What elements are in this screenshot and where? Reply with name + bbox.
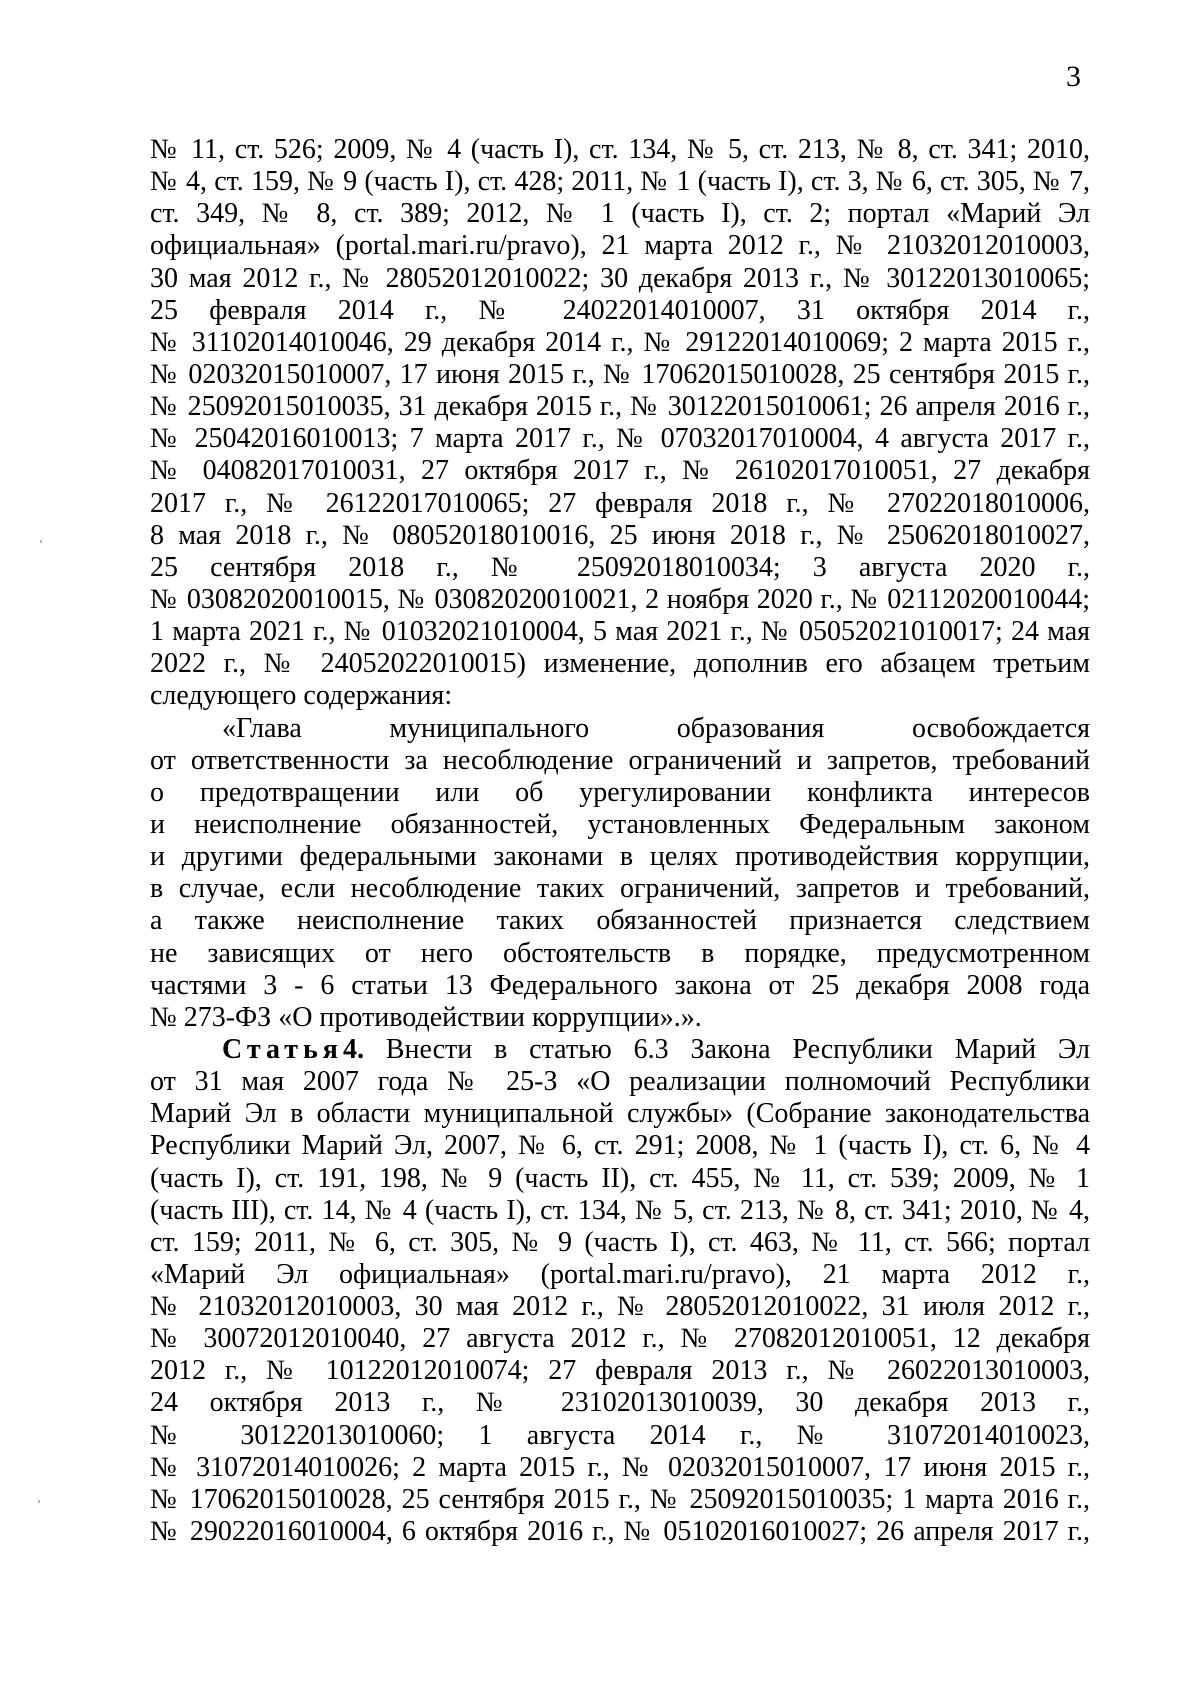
document-body bbox=[150, 134, 1090, 1548]
text-line: 24 октября 2013 г., № 23102013010039, 30 декабря 2013 г., bbox=[150, 1387, 1090, 1419]
text-line: (часть III), ст. 14, № 4 (часть I), ст. 134, № 5, ст. 213, № 8, ст. 341; 2010, № 4, bbox=[150, 1194, 1090, 1226]
text-line: № 273-ФЗ «О противодействии коррупции».». bbox=[150, 1001, 702, 1033]
text-line: и другими федеральными законами в целях противодействия коррупции, bbox=[150, 841, 1090, 873]
paragraph-amendment-references bbox=[150, 134, 1090, 713]
text-line: «Марий Эл официальная» (portal.mari.ru/pravo), 21 марта 2012 г., bbox=[150, 1258, 1090, 1290]
text-line: № 17062015010028, 25 сентября 2015 г., № 25092015010035; 1 марта 2016 г., bbox=[150, 1483, 1090, 1515]
text-line: в случае, если несоблюдение таких ограничений, запретов и требований, bbox=[150, 873, 1090, 905]
text-line: от 31 мая 2007 года № 25-З «О реализации полномочий Республики bbox=[150, 1066, 1090, 1098]
text-line: 25 февраля 2014 г., № 24022014010007, 31 октября 2014 г., bbox=[150, 294, 1090, 326]
text-line: официальная» (portal.mari.ru/pravo), 21 марта 2012 г., № 21032012010003, bbox=[150, 230, 1090, 262]
text-line: № 30072012010040, 27 августа 2012 г., № 27082012010051, 12 декабря bbox=[150, 1323, 1090, 1355]
article-4-first-line-text: Внести в статью 6.3 Закона Республики Марий Эл bbox=[363, 1033, 1090, 1065]
text-line: о предотвращении или об урегулировании конфликта интересов bbox=[150, 776, 1090, 808]
text-line: 2017 г., № 26122017010065; 27 февраля 2018 г., № 27022018010006, bbox=[150, 487, 1090, 519]
paragraph-article-4 bbox=[150, 1034, 1090, 1548]
article-word: Статья bbox=[222, 1033, 343, 1065]
text-line: ст. 159; 2011, № 6, ст. 305, № 9 (часть I), ст. 463, № 11, ст. 566; портал bbox=[150, 1226, 1090, 1258]
text-line: 30 мая 2012 г., № 28052012010022; 30 декабря 2013 г., № 30122013010065; bbox=[150, 262, 1090, 294]
text-line: и неисполнение обязанностей, установленных Федеральным законом bbox=[150, 808, 1090, 840]
text-line: № 21032012010003, 30 мая 2012 г., № 28052012010022, 31 июля 2012 г., bbox=[150, 1291, 1090, 1323]
text-line: Марий Эл в области муниципальной службы» (Собрание законодательства bbox=[150, 1098, 1090, 1130]
text-line: № 11, ст. 526; 2009, № 4 (часть I), ст. 134, № 5, ст. 213, № 8, ст. 341; 2010, bbox=[150, 134, 1090, 165]
text-line: а также неисполнение таких обязанностей признается следствием bbox=[150, 905, 1090, 937]
text-line: «Глава муниципального образования освобождается bbox=[222, 712, 1090, 744]
text-line: 2012 г., № 10122012010074; 27 февраля 2013 г., № 26022013010003, bbox=[150, 1355, 1090, 1387]
text-line: 2022 г., № 24052022010015) изменение, дополнив его абзацем третьим bbox=[150, 648, 1090, 680]
text-line: № 30122013010060; 1 августа 2014 г., № 31072014010023, bbox=[150, 1419, 1090, 1451]
text-line: не зависящих от него обстоятельств в порядке, предусмотренном bbox=[150, 937, 1090, 969]
text-line: № 31072014010026; 2 марта 2015 г., № 02032015010007, 17 июня 2015 г., bbox=[150, 1451, 1090, 1483]
text-line: следующего содержания: bbox=[150, 680, 453, 712]
article-4-heading-line bbox=[150, 1034, 1090, 1066]
text-line: № 31102014010046, 29 декабря 2014 г., № 29122014010069; 2 марта 2015 г., bbox=[150, 326, 1090, 358]
scan-speck bbox=[40, 540, 42, 543]
text-line: № 25042016010013; 7 марта 2017 г., № 07032017010004, 4 августа 2017 г., bbox=[150, 423, 1090, 455]
scan-speck bbox=[38, 1500, 40, 1503]
text-line: № 03082020010015, № 03082020010021, 2 ноября 2020 г., № 02112020010044; bbox=[150, 583, 1090, 615]
text-line: № 29022016010004, 6 октября 2016 г., № 05102016010027; 26 апреля 2017 г., bbox=[150, 1516, 1090, 1548]
text-line: от ответственности за несоблюдение ограничений и запретов, требований bbox=[150, 744, 1090, 776]
text-line: частями 3 - 6 статьи 13 Федерального закона от 25 декабря 2008 года bbox=[150, 969, 1090, 1001]
text-line: ст. 349, № 8, ст. 389; 2012, № 1 (часть I), ст. 2; портал «Марий Эл bbox=[150, 198, 1090, 230]
paragraph-quoted-amendment bbox=[150, 713, 1090, 1034]
text-line: 8 мая 2018 г., № 08052018010016, 25 июня 2018 г., № 25062018010027, bbox=[150, 519, 1090, 551]
article-number: 4. bbox=[342, 1033, 364, 1065]
text-line: (часть I), ст. 191, 198, № 9 (часть II), ст. 455, № 11, ст. 539; 2009, № 1 bbox=[150, 1162, 1090, 1194]
text-line: 1 марта 2021 г., № 01032021010004, 5 мая 2021 г., № 05052021010017; 24 мая bbox=[150, 616, 1090, 648]
text-line: № 04082017010031, 27 октября 2017 г., № 26102017010051, 27 декабря bbox=[150, 455, 1090, 487]
page-number: 3 bbox=[1066, 60, 1081, 93]
text-line: № 4, ст. 159, № 9 (часть I), ст. 428; 2011, № 1 (часть I), ст. 3, № 6, ст. 305, № 7, bbox=[150, 166, 1090, 198]
text-line: № 25092015010035, 31 декабря 2015 г., № 30122015010061; 26 апреля 2016 г., bbox=[150, 391, 1090, 423]
text-line: № 02032015010007, 17 июня 2015 г., № 17062015010028, 25 сентября 2015 г., bbox=[150, 358, 1090, 390]
text-line: Республики Марий Эл, 2007, № 6, ст. 291; 2008, № 1 (часть I), ст. 6, № 4 bbox=[150, 1130, 1090, 1162]
text-line: 25 сентября 2018 г., № 25092018010034; 3 августа 2020 г., bbox=[150, 551, 1090, 583]
